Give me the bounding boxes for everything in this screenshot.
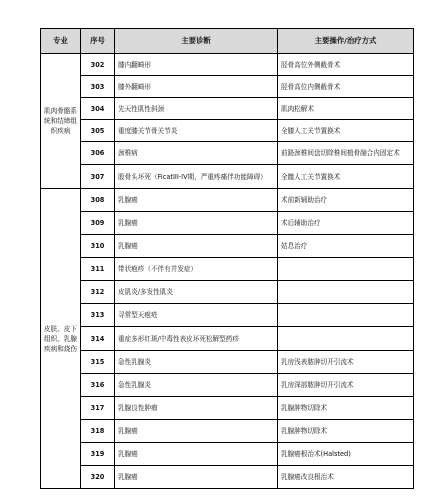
number-cell: 311 (81, 258, 115, 281)
operation-cell: 乳房深部脓肿切开引流术 (278, 374, 414, 397)
operation-cell: 术后辅助治疗 (278, 212, 414, 235)
table-row (41, 304, 414, 327)
table-row (41, 443, 414, 466)
number-cell: 320 (81, 466, 115, 489)
diagnosis-cell: 皮肌炎/多发性肌炎 (115, 281, 278, 304)
number-cell: 306 (81, 142, 115, 165)
table-row (41, 235, 414, 258)
table-row (41, 397, 414, 420)
table-row (41, 466, 414, 489)
operation-cell: 肌肉松解术 (278, 98, 414, 120)
number-cell: 316 (81, 374, 115, 397)
diagnosis-cell: 重度膝关节骨关节炎 (115, 120, 278, 142)
header-category: 专业 (41, 29, 81, 54)
table-row (41, 327, 414, 351)
operation-cell (278, 258, 414, 281)
diagnosis-cell: 急性乳腺炎 (115, 374, 278, 397)
number-cell: 310 (81, 235, 115, 258)
header-row (41, 29, 414, 54)
diagnosis-cell: 乳腺癌 (115, 420, 278, 443)
number-cell: 318 (81, 420, 115, 443)
number-cell: 319 (81, 443, 115, 466)
table-row (41, 212, 414, 235)
table-row (41, 76, 414, 98)
number-cell: 304 (81, 98, 115, 120)
diagnosis-cell: 乳腺癌 (115, 189, 278, 212)
table-row (41, 258, 414, 281)
diagnosis-table (40, 28, 414, 489)
diagnosis-cell: 先天性肌性斜颈 (115, 98, 278, 120)
operation-cell: 前路颈椎间盘切除椎间植骨融合内固定术 (278, 142, 414, 165)
table-row (41, 120, 414, 142)
table-row (41, 165, 414, 189)
diagnosis-cell: 寻常型天疱疮 (115, 304, 278, 327)
number-cell: 303 (81, 76, 115, 98)
page (40, 28, 413, 489)
operation-cell: 乳腺癌根治术(Halsted) (278, 443, 414, 466)
header-number: 序号 (81, 29, 115, 54)
number-cell: 312 (81, 281, 115, 304)
table-row (41, 420, 414, 443)
operation-cell (278, 327, 414, 351)
table-row (41, 142, 414, 165)
header-operation: 主要操作/治疗方式 (278, 29, 414, 54)
number-cell: 305 (81, 120, 115, 142)
diagnosis-cell: 膝内翻畸形 (115, 54, 278, 76)
operation-cell (278, 281, 414, 304)
operation-cell: 乳房浅表脓肿切开引流术 (278, 351, 414, 374)
number-cell: 308 (81, 189, 115, 212)
operation-cell: 胫骨高位内侧截骨术 (278, 76, 414, 98)
operation-cell: 全膝人工关节置换术 (278, 120, 414, 142)
category-cell (41, 189, 81, 489)
operation-cell: 姑息治疗 (278, 235, 414, 258)
table-row (41, 98, 414, 120)
operation-cell: 胫骨高位外侧截骨术 (278, 54, 414, 76)
diagnosis-cell: 股骨头坏死（FicatIII-IV期，严重疼痛伴功能障碍） (115, 165, 278, 189)
operation-cell: 全髋人工关节置换术 (278, 165, 414, 189)
diagnosis-cell: 乳腺癌 (115, 212, 278, 235)
operation-cell: 乳腺肿物切除术 (278, 420, 414, 443)
number-cell: 302 (81, 54, 115, 76)
diagnosis-cell: 乳腺癌 (115, 235, 278, 258)
number-cell: 317 (81, 397, 115, 420)
diagnosis-cell: 重症多形红斑/中毒性表皮坏死松解型药疹 (115, 327, 278, 351)
header-diagnosis: 主要诊断 (115, 29, 278, 54)
diagnosis-cell: 乳腺癌 (115, 466, 278, 489)
category-label: 皮肤、皮下组织、乳腺疾病和烧伤 (44, 324, 77, 353)
table-row (41, 281, 414, 304)
diagnosis-cell: 颈椎病 (115, 142, 278, 165)
diagnosis-cell: 膝外翻畸形 (115, 76, 278, 98)
number-cell: 313 (81, 304, 115, 327)
operation-cell: 乳腺癌改良根治术 (278, 466, 414, 489)
number-cell: 314 (81, 327, 115, 351)
diagnosis-cell: 急性乳腺炎 (115, 351, 278, 374)
diagnosis-cell: 乳腺癌 (115, 443, 278, 466)
table-body (41, 54, 414, 489)
category-cell (41, 54, 81, 189)
category-label: 肌肉骨骼系统和结缔组织疾病 (44, 107, 77, 135)
number-cell: 307 (81, 165, 115, 189)
number-cell: 315 (81, 351, 115, 374)
diagnosis-cell: 带状疱疹（不伴有并发症） (115, 258, 278, 281)
table-row (41, 374, 414, 397)
operation-cell (278, 304, 414, 327)
table-row (41, 54, 414, 76)
table-row (41, 351, 414, 374)
number-cell: 309 (81, 212, 115, 235)
diagnosis-cell: 乳腺良性肿瘤 (115, 397, 278, 420)
operation-cell: 乳腺肿物切除术 (278, 397, 414, 420)
operation-cell: 术前新辅助治疗 (278, 189, 414, 212)
table-row (41, 189, 414, 212)
